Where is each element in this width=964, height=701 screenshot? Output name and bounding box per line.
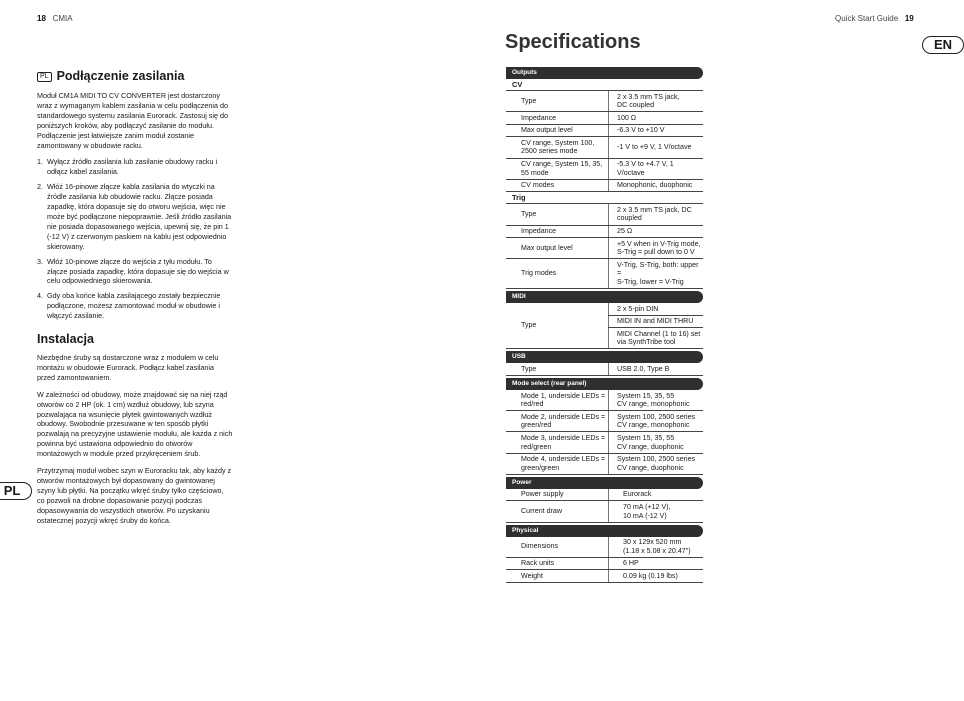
install-paragraph: Niezbędne śruby są dostarczone wraz z modułem w celu montażu w obudowie Eurorack. Podłącz kabel zasilania przed zamontowaniem. (37, 353, 219, 382)
spec-value-line: USB 2.0, Type B (617, 364, 670, 373)
section-bar-usb: USB (506, 351, 703, 363)
spec-value (609, 124, 704, 137)
cv-table (506, 91, 703, 192)
table-row (506, 179, 703, 192)
spec-value (609, 570, 704, 583)
section-bar-power: Power (506, 477, 703, 489)
spec-value (609, 390, 704, 411)
right-doc-name: Quick Start Guide (835, 14, 899, 23)
language-tab-pl: PL (0, 482, 32, 500)
step-item (37, 257, 233, 287)
spec-value-line: CV range, monophonic (617, 421, 690, 430)
spec-key: Max output level (506, 124, 609, 137)
spec-value-line: S-Trig = pull down to 0 V (617, 248, 695, 257)
table-row (506, 557, 703, 570)
spec-value (609, 363, 704, 375)
spec-key: Type (506, 363, 609, 375)
right-page-number: 19 (904, 14, 914, 23)
spec-value-line: System 100, 2500 series (617, 455, 696, 464)
left-page-header (37, 14, 73, 23)
mode-table (506, 390, 703, 475)
subsection-trig: Trig (506, 192, 703, 204)
section-title-text: Podłączenie zasilania (56, 69, 185, 83)
table-row (506, 489, 703, 501)
spec-value (609, 158, 704, 179)
section-bar-outputs: Outputs (506, 67, 703, 79)
table-row (506, 158, 703, 179)
spec-value-line: -6.3 V to +10 V (617, 126, 665, 135)
spec-value-line: (1.18 x 5.08 x 20.47") (623, 546, 691, 555)
physical-table (506, 537, 703, 583)
spec-key: Type (506, 91, 609, 112)
subsection-cv: CV (506, 79, 703, 91)
spec-key: Type (506, 303, 609, 349)
spec-value (609, 557, 704, 570)
table-row (506, 238, 703, 259)
table-row (506, 453, 703, 474)
spec-value (609, 489, 704, 501)
language-tab-en: EN (922, 36, 964, 54)
spec-key: Rack units (506, 557, 609, 570)
right-page-header (835, 14, 914, 23)
left-page-content (37, 68, 233, 533)
step-number: 1. (37, 157, 43, 167)
steps-list (37, 157, 233, 321)
spec-value-line: DC coupled (617, 101, 655, 110)
spec-value (609, 91, 704, 112)
install-paragraph: W zależności od obudowy, może znajdować się na niej rząd otworów co 2 HP (ok. 1 cm) wzdłuż obudowy, lub szyna pozwalająca na wsunięcie płytek gwintowanych wzdłuż obudowy. Swobodnie przesuwane w ten sposób płytki pozwalają na precyzyjne ustawienie modułu, ale każda z nich powinna być ustawiona odpowiednio do otworów montażowych w module przed przykręceniem śrub. (37, 389, 233, 459)
table-row (506, 124, 703, 137)
spec-value (609, 238, 704, 259)
spec-key: Power supply (506, 489, 609, 501)
spec-value (609, 259, 704, 289)
step-text: Gdy oba końce kabla zasilającego zostały bezpiecznie podłączone, możesz zamontować moduł w obudowie i włączyć zasilanie. (47, 291, 221, 321)
step-text: Włóż 10-pinowe złącze do wejścia z tyłu modułu. To złącze posiada zapadkę, która dopasuje się do wejścia w celu odpowiedniego skierowania. (47, 256, 229, 286)
spec-value-line: 2 x 3.5 mm TS jack, DC (617, 205, 692, 214)
step-text: Wyłącz źródło zasilania lub zasilanie obudowy racku i odłącz kabel zasilania. (47, 157, 218, 177)
spec-key: Impedance (506, 112, 609, 125)
section-bar-physical: Physical (506, 525, 703, 537)
table-row (506, 112, 703, 125)
spec-key: Current draw (506, 501, 609, 522)
spec-value-line: CV range, duophonic (617, 463, 684, 472)
table-row (506, 432, 703, 453)
spec-value-line: System 100, 2500 series (617, 412, 696, 421)
spec-value (609, 137, 704, 158)
spec-key: Mode 1, underside LEDs = red/red (506, 390, 609, 411)
spec-value-line: 30 x 129x 520 mm (623, 538, 682, 547)
spec-key: Impedance (506, 225, 609, 238)
spec-value-line: 25 Ω (617, 227, 633, 236)
spec-value-line: Eurorack (623, 490, 652, 499)
spec-key: Type (506, 204, 609, 225)
spec-value-line: 10 mA (-12 V) (623, 511, 667, 520)
spec-value-line: 100 Ω (617, 113, 637, 122)
table-row (506, 537, 703, 558)
spec-value (609, 453, 704, 474)
spec-value (609, 225, 704, 238)
table-row (506, 303, 703, 315)
spec-key: CV range, System 15, 35, 55 mode (506, 158, 609, 179)
section-title-installation: Instalacja (37, 332, 94, 347)
install-paragraph: Przytrzymaj moduł wobec szyn w Euroracku tak, aby każdy z otworów montażowych był dopasowany do gwintowanej szyny lub płytki. Na początku wkręć śruby tylko częściowo, co pozwoli na drobne dopasowanie pozycji podczas dopasowywania do wszystkich otworów. Po uzyskaniu ostatecznej pozycji wkręć śruby do końca. (37, 466, 232, 525)
spec-value (609, 537, 704, 558)
spec-value-line: -1 V to +9 V, 1 V/octave (617, 143, 692, 152)
step-item (37, 157, 233, 177)
power-table (506, 489, 703, 523)
spec-value-line: coupled (617, 214, 642, 223)
spec-key: Mode 4, underside LEDs = green/green (506, 453, 609, 474)
spec-value (609, 179, 704, 192)
spec-key: Dimensions (506, 537, 609, 558)
spec-value-line: -5.3 V to +4.7 V, 1 V/octave (617, 160, 674, 177)
table-row (506, 91, 703, 112)
spec-value (609, 204, 704, 225)
spec-value-line: CV range, duophonic (617, 442, 684, 451)
spec-key: Trig modes (506, 259, 609, 289)
section-bar-mode-select: Mode select (rear panel) (506, 378, 703, 390)
spec-key: CV range, System 100, 2500 series mode (506, 137, 609, 158)
step-number: 2. (37, 182, 43, 192)
table-row (506, 390, 703, 411)
section-title-power (37, 68, 233, 84)
step-text: Włóż 16-pinowe złącze kabla zasilania do wtyczki na źródle zasilania lub obudowie racku. Złącze posiada zapadkę, która dopasuje się do otworu wejścia, więc nie może być podłączone niepoprawnie. Jeśli źródło zasilania nie posiada dopasowanego wejścia, upewnij się, że pin 1 (-12 V) z czerwonym paskiem na kablu jest odpowiednio skierowany. (47, 182, 232, 251)
spec-value-line: 6 HP (623, 559, 639, 568)
left-doc-name: CMIA (52, 14, 73, 23)
section-bar-midi: MIDI (506, 291, 703, 303)
spec-key: Weight (506, 570, 609, 583)
table-row (506, 501, 703, 522)
intro-paragraph: Moduł CM1A MIDI TO CV CONVERTER jest dostarczony wraz z wymaganym kablem zasilania w celu podłączenia do standardowego systemu zasilania Eurorack. Zastosuj się do poniższych kroków, aby podłączyć zasilanie do modułu. Podłączenie jest łatwiejsze zanim moduł zostanie zamontowany w obudowie racku. (37, 91, 228, 150)
spec-value (609, 112, 704, 125)
usb-table (506, 363, 703, 376)
step-number: 4. (37, 291, 43, 301)
left-page-number: 18 (37, 14, 46, 23)
step-number: 3. (37, 256, 43, 266)
spec-value (609, 411, 704, 432)
spec-value-line: 0.09 kg (0.19 lbs) (623, 571, 678, 580)
spec-value: MIDI Channel (1 to 16) set via SynthTribe tool (609, 328, 704, 349)
table-row (506, 570, 703, 583)
language-badge: PL (37, 72, 52, 82)
spec-value: MIDI IN and MIDI THRU (609, 315, 704, 328)
spec-key: Max output level (506, 238, 609, 259)
trig-table (506, 204, 703, 289)
spec-key: Mode 3, underside LEDs = red/green (506, 432, 609, 453)
spec-value-line: CV range, monophonic (617, 400, 690, 409)
table-row (506, 259, 703, 289)
spec-value-line: 70 mA (+12 V), (623, 502, 671, 511)
table-row (506, 363, 703, 375)
table-row (506, 137, 703, 158)
table-row (506, 204, 703, 225)
spec-value-line: Monophonic, duophonic (617, 181, 693, 190)
spec-value-line: System 15, 35, 55 (617, 433, 675, 442)
spec-value-line: 2 x 3.5 mm TS jack, (617, 92, 680, 101)
spec-value-line: S-Trig, lower = V-Trig (617, 278, 684, 286)
spec-value-line: System 15, 35, 55 (617, 391, 675, 400)
midi-table (506, 303, 703, 349)
spec-key: CV modes (506, 179, 609, 192)
spec-value (609, 432, 704, 453)
spec-key: Mode 2, underside LEDs = green/red (506, 411, 609, 432)
table-row (506, 225, 703, 238)
step-item (37, 182, 233, 251)
spec-value-line: +5 V when in V-Trig mode, (617, 239, 701, 248)
table-row (506, 411, 703, 432)
spec-value (609, 501, 704, 522)
spec-table (506, 67, 703, 583)
step-item (37, 291, 233, 321)
spec-value: 2 x 5-pin DIN (609, 303, 704, 315)
specifications-title: Specifications (505, 31, 641, 53)
spec-value-line: V-Trig, S-Trig, both: upper = (617, 260, 699, 278)
